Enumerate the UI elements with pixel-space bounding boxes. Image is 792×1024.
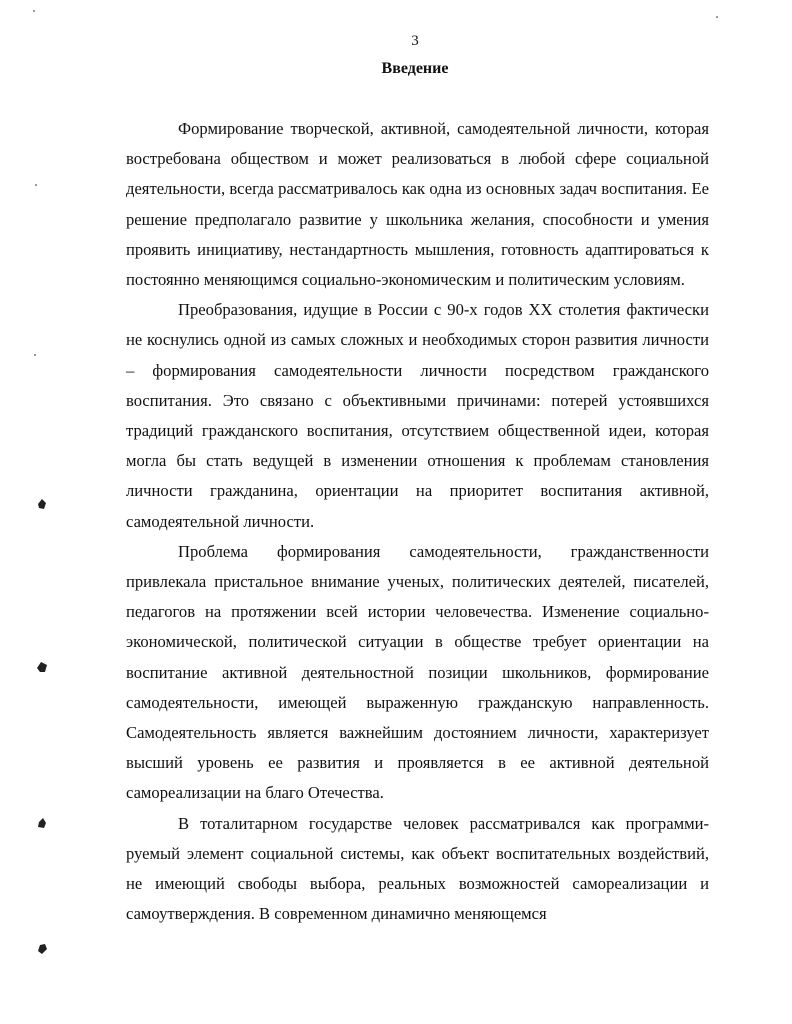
scan-speck: [716, 16, 718, 18]
page-number: 3: [411, 33, 419, 49]
document-body: [126, 114, 709, 929]
paragraph-2: Преобразования, идущие в России с 90-х годов XX столетия фактически не коснулись одной из самых сложных и необходимых сторон развития личности – формирования самодеятельности личности посредством гражданского воспитания. Это связано с объективными причинами: потерей устоявшихся традиций гражданского воспитания, отсутствием общественной идеи, которая могла бы стать ведущей в изменении отношения к проблемам становления личности гражданина, ориентации на приоритет воспитания активной, самодеятельной личности.: [126, 300, 709, 531]
binding-hole-mark-4: [36, 943, 48, 955]
scan-speck: [34, 354, 36, 356]
page-title: Введение: [381, 60, 449, 77]
paragraph-1: Формирование творческой, активной, самодеятельной личности, которая востребована обществом и может реализоваться в любой сфере социальной деятельности, всегда рассматривалось как одна из основных задач воспитания. Ее решение предполагало развитие у школьника желания, способности и умения проявить инициативу, нестандартность мышления, готовность адаптироваться к постоянно меняющимся социально-экономическим и политическим условиям.: [126, 119, 709, 290]
paragraph-4: В тоталитарном государстве человек рассматривался как программируемый элемент социальной системы, как объект воспитательных воздействий, не имеющий свободы выбора, реальных возможностей самореализации и самоутверждения. В современном динамично меняющемся: [126, 813, 709, 924]
paragraph-3: Проблема формирования самодеятельности, гражданственности привлекала пристальное внимание ученых, политических деятелей, писателей, педагогов на протяжении всей истории человечества. Изменение социально-экономической, политической ситуации в обществе требует ориентации на воспитание активной деятельностной позиции школьников, формирование самодеятельности, имеющей выраженную гражданскую направленность. Самодеятельность является важнейшим достоянием личности, характеризует высший уровень ее развития и проявляется в ее активной деятельной самореализации на благо Отечества.: [126, 541, 709, 803]
binding-hole-mark-2: [36, 661, 48, 673]
binding-hole-mark-1: [36, 498, 48, 510]
binding-hole-mark-3: [36, 817, 48, 829]
scan-speck: [33, 10, 35, 12]
scan-speck: [35, 184, 37, 186]
